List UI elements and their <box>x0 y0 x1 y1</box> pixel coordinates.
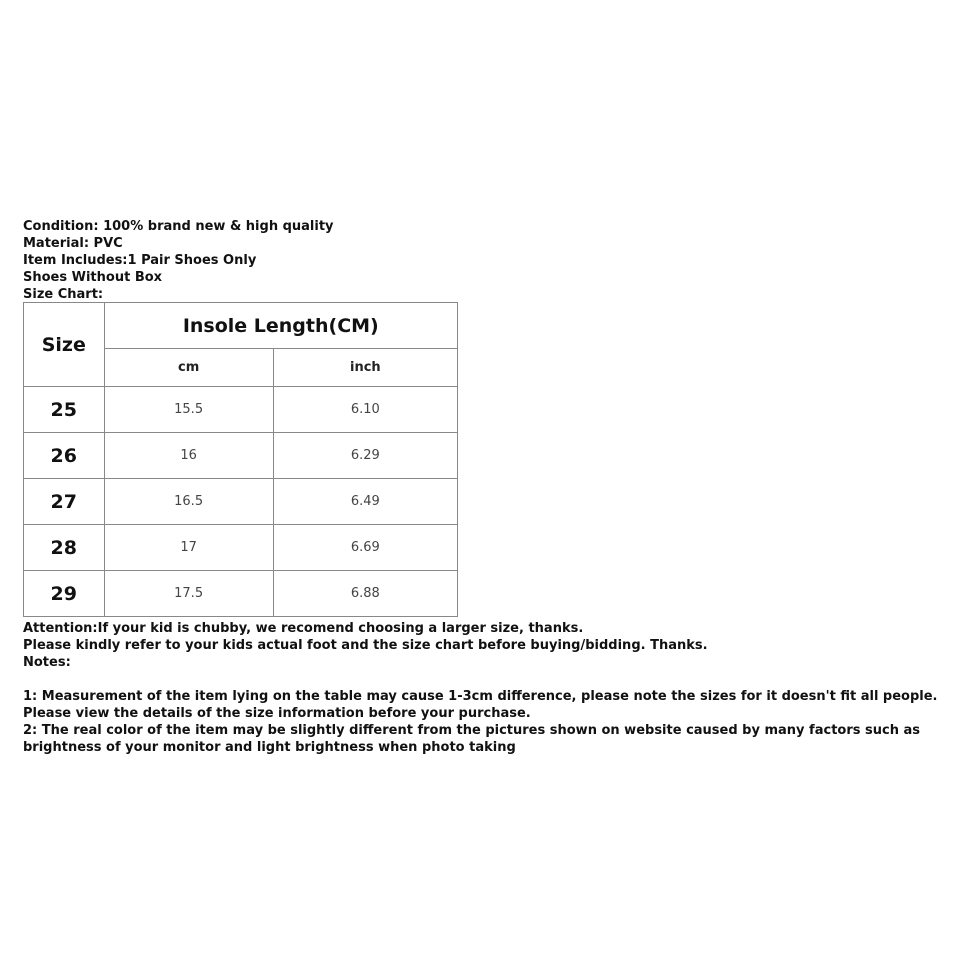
cm-cell: 17 <box>104 525 273 571</box>
inch-cell: 6.29 <box>273 433 457 479</box>
cm-cell: 15.5 <box>104 387 273 433</box>
insole-length-header: Insole Length(CM) <box>104 303 457 349</box>
inch-column-header: inch <box>273 349 457 387</box>
notes-label: Notes: <box>23 655 71 670</box>
size-chart-table <box>23 302 458 617</box>
table-row <box>24 433 458 479</box>
inch-cell: 6.10 <box>273 387 457 433</box>
condition-text: Condition: 100% brand new & high quality <box>23 219 334 234</box>
inch-cell: 6.88 <box>273 571 457 617</box>
refer-text: Please kindly refer to your kids actual foot and the size chart before buying/bidding. Thanks. <box>23 638 708 653</box>
table-row <box>24 479 458 525</box>
size-chart-label: Size Chart: <box>23 287 104 302</box>
size-column-header: Size <box>24 303 105 387</box>
note-2: 2: The real color of the item may be slightly different from the pictures shown on website caused by many factors such as brightness of your monitor and light brightness when photo taking <box>23 723 921 755</box>
size-cell: 28 <box>24 525 105 571</box>
table-row <box>24 525 458 571</box>
inch-cell: 6.49 <box>273 479 457 525</box>
size-cell: 26 <box>24 433 105 479</box>
cm-cell: 16.5 <box>104 479 273 525</box>
table-row <box>24 387 458 433</box>
attention-text: Attention:If your kid is chubby, we recomend choosing a larger size, thanks. <box>23 621 584 636</box>
notes-section <box>23 620 953 756</box>
box-text: Shoes Without Box <box>23 270 163 285</box>
inch-cell: 6.69 <box>273 525 457 571</box>
cm-cell: 16 <box>104 433 273 479</box>
cm-cell: 17.5 <box>104 571 273 617</box>
product-info <box>23 218 334 303</box>
cm-column-header: cm <box>104 349 273 387</box>
size-cell: 29 <box>24 571 105 617</box>
size-cell: 27 <box>24 479 105 525</box>
includes-text: Item Includes:1 Pair Shoes Only <box>23 253 257 268</box>
spacer <box>23 671 953 688</box>
table-row <box>24 571 458 617</box>
size-cell: 25 <box>24 387 105 433</box>
note-1: 1: Measurement of the item lying on the table may cause 1-3cm difference, please note the sizes for it doesn't fit all people. Please view the details of the size information before your purchase. <box>23 689 938 721</box>
material-text: Material: PVC <box>23 236 123 251</box>
